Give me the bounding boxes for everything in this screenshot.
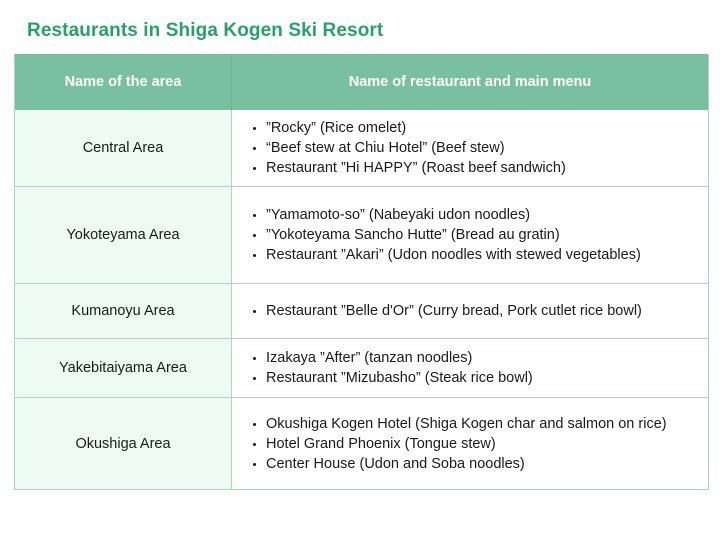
list-item: ”Yokoteyama Sancho Hutte” (Bread au gratin): [252, 225, 641, 245]
restaurants-table: [14, 54, 709, 490]
restaurant-list: [232, 187, 708, 283]
list-item: “Beef stew at Chiu Hotel” (Beef stew): [252, 138, 566, 158]
list-item: Restaurant ”Belle d'Or” (Curry bread, Pork cutlet rice bowl): [252, 301, 642, 321]
list-item: Okushiga Kogen Hotel (Shiga Kogen char and salmon on rice): [252, 414, 667, 434]
area-name: Okushiga Area: [15, 398, 232, 489]
table-row: [15, 398, 708, 489]
area-name: Kumanoyu Area: [15, 284, 232, 338]
restaurant-list: [232, 110, 708, 186]
table-row: [15, 339, 708, 398]
restaurant-list: [232, 284, 708, 338]
list-item: Center House (Udon and Soba noodles): [252, 454, 667, 474]
list-item: ”Rocky” (Rice omelet): [252, 118, 566, 138]
list-item: Izakaya ”After” (tanzan noodles): [252, 348, 533, 368]
list-item: Restaurant ”Hi HAPPY” (Roast beef sandwich): [252, 158, 566, 178]
table-row: [15, 284, 708, 339]
table-row: [15, 110, 708, 187]
area-name: Central Area: [15, 110, 232, 186]
restaurant-list: [232, 398, 708, 489]
area-name: Yokoteyama Area: [15, 187, 232, 283]
area-name: Yakebitaiyama Area: [15, 339, 232, 397]
list-item: Hotel Grand Phoenix (Tongue stew): [252, 434, 667, 454]
restaurant-list: [232, 339, 708, 397]
table-header-row: [15, 54, 708, 110]
header-restaurant: Name of restaurant and main menu: [348, 74, 592, 90]
table-row: [15, 187, 708, 284]
page-title: Restaurants in Shiga Kogen Ski Resort: [27, 20, 384, 41]
list-item: ”Yamamoto-so” (Nabeyaki udon noodles): [252, 205, 641, 225]
list-item: Restaurant ”Akari” (Udon noodles with stewed vegetables): [252, 245, 641, 265]
list-item: Restaurant ”Mizubasho” (Steak rice bowl): [252, 368, 533, 388]
header-area: Name of the area: [15, 54, 232, 110]
